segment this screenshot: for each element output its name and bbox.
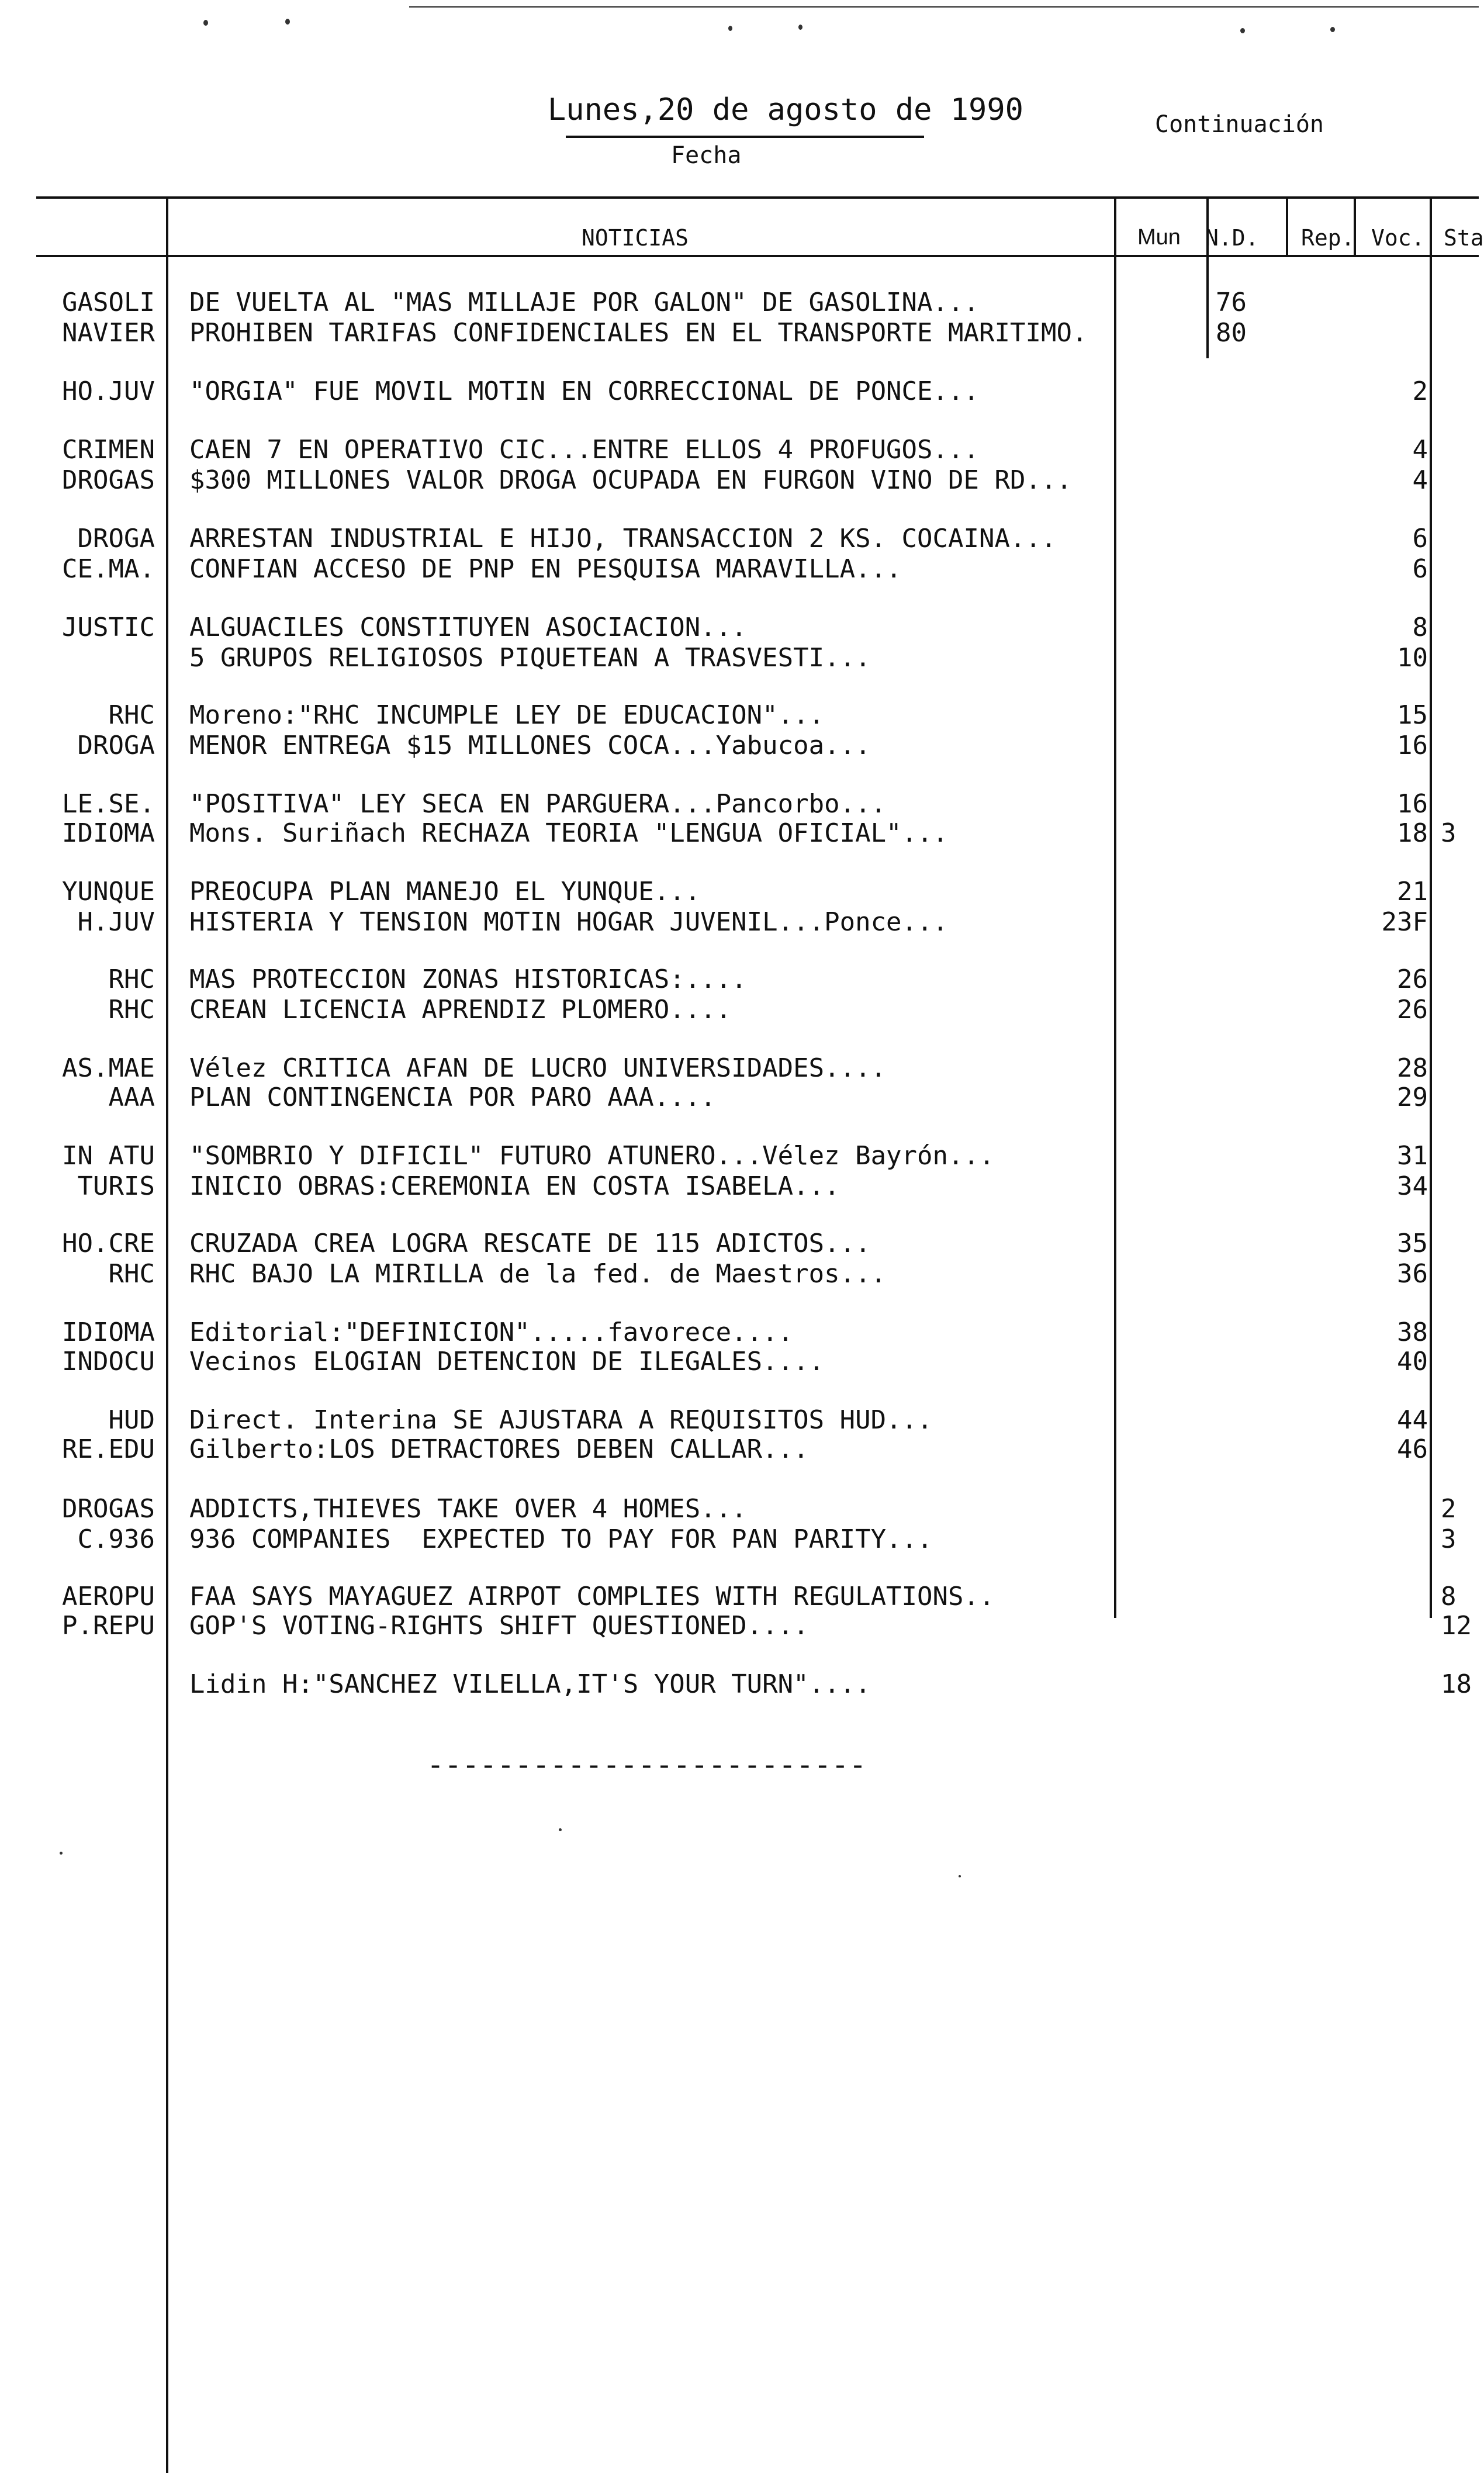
row-headline: CREAN LICENCIA APRENDIZ PLOMERO.... (189, 995, 732, 1025)
report-date: Lunes,20 de agosto de 1990 (548, 92, 1023, 127)
date-underline (566, 136, 924, 138)
row-code: RHC (108, 1259, 155, 1289)
row-voc-page: 6 (1412, 554, 1428, 584)
row-sta-page: 3 (1441, 818, 1457, 848)
row-headline: Editorial:"DEFINICION".....favorece.... (189, 1317, 794, 1347)
table-row (0, 285, 1479, 320)
row-code: HO.CRE (62, 1229, 155, 1258)
row-sta-page: 3 (1441, 1524, 1457, 1554)
row-code: AAA (108, 1082, 155, 1112)
table-row (0, 521, 1479, 556)
column-header-sta: Sta (1444, 225, 1484, 251)
row-code: INDOCU (62, 1347, 155, 1376)
row-headline: CRUZADA CREA LOGRA RESCATE DE 115 ADICTOS... (189, 1229, 871, 1258)
table-row (0, 1344, 1479, 1379)
table-row (0, 698, 1479, 733)
column-header-noticias: NOTICIAS (582, 225, 689, 251)
row-headline: MAS PROTECCION ZONAS HISTORICAS:.... (189, 964, 747, 994)
row-headline: MENOR ENTREGA $15 MILLONES COCA...Yabucoa... (189, 731, 871, 760)
scan-speck (285, 19, 290, 25)
column-header-rep: Rep. (1301, 225, 1355, 251)
row-code: TURIS (77, 1171, 155, 1201)
footer-separator: ------------------------- (427, 1748, 867, 1782)
row-voc-page: 29 (1397, 1082, 1428, 1112)
table-top-rule (36, 196, 1479, 199)
row-voc-page: 44 (1397, 1405, 1428, 1435)
scan-speck (559, 1828, 562, 1831)
row-code: CRIMEN (62, 435, 155, 465)
row-headline: PREOCUPA PLAN MANEJO EL YUNQUE... (189, 877, 701, 907)
row-code: AEROPU (62, 1582, 155, 1611)
row-voc-page: 4 (1412, 465, 1428, 495)
table-row (0, 1492, 1479, 1527)
row-code: CE.MA. (62, 554, 155, 584)
column-header-voc: Voc. (1371, 225, 1425, 251)
date-label: Fecha (671, 142, 742, 169)
row-nd-page: 80 (1216, 318, 1247, 348)
table-row (0, 1169, 1479, 1204)
row-code: HUD (108, 1405, 155, 1435)
row-code: JUSTIC (62, 613, 155, 642)
row-code: HO.JUV (62, 376, 155, 406)
row-code: IN ATU (62, 1141, 155, 1171)
row-voc-page: 34 (1397, 1171, 1428, 1201)
table-row (0, 552, 1479, 587)
row-voc-page: 2 (1412, 376, 1428, 406)
row-headline: $300 MILLONES VALOR DROGA OCUPADA EN FURGON VINO DE RD... (189, 465, 1072, 495)
row-voc-page: 35 (1397, 1229, 1428, 1258)
row-voc-page: 31 (1397, 1141, 1428, 1171)
table-row (0, 905, 1479, 940)
row-headline: INICIO OBRAS:CEREMONIA EN COSTA ISABELA... (189, 1171, 840, 1201)
column-header-mun: Mun (1137, 225, 1181, 250)
row-voc-page: 4 (1412, 435, 1428, 465)
row-code: GASOLI (62, 288, 155, 317)
table-row (0, 433, 1479, 468)
table-row (0, 1226, 1479, 1261)
row-code: LE.SE. (62, 789, 155, 819)
row-code: RHC (108, 964, 155, 994)
row-code: DROGAS (62, 465, 155, 495)
rep-column-divider (1286, 198, 1288, 256)
row-sta-page: 8 (1441, 1582, 1457, 1611)
row-code: C.936 (77, 1524, 155, 1554)
row-headline: "SOMBRIO Y DIFICIL" FUTURO ATUNERO...Vélez Bayrón... (189, 1141, 995, 1171)
scan-speck (798, 25, 802, 30)
scan-speck (959, 1875, 961, 1877)
row-voc-page: 8 (1412, 613, 1428, 642)
row-voc-page: 23F (1381, 907, 1428, 937)
row-voc-page: 26 (1397, 964, 1428, 994)
table-row (0, 610, 1479, 645)
row-voc-page: 28 (1397, 1053, 1428, 1083)
row-sta-page: 2 (1441, 1494, 1457, 1524)
row-code: H.JUV (77, 907, 155, 937)
row-headline: 5 GRUPOS RELIGIOSOS PIQUETEAN A TRASVESTI... (189, 643, 871, 673)
row-headline: ARRESTAN INDUSTRIAL E HIJO, TRANSACCION 2 KS. COCAINA... (189, 524, 1057, 554)
continuation-label: Continuación (1155, 111, 1324, 138)
row-voc-page: 6 (1412, 524, 1428, 554)
row-headline: Vélez CRITICA AFAN DE LUCRO UNIVERSIDADES.... (189, 1053, 887, 1083)
row-headline: PLAN CONTINGENCIA POR PARO AAA.... (189, 1082, 716, 1112)
table-row (0, 463, 1479, 498)
row-code: DROGA (77, 524, 155, 554)
row-code: YUNQUE (62, 877, 155, 907)
row-headline: HISTERIA Y TENSION MOTIN HOGAR JUVENIL...Ponce... (189, 907, 949, 937)
table-row (0, 316, 1479, 351)
row-code: IDIOMA (62, 818, 155, 848)
scan-speck (60, 1852, 63, 1855)
table-row (0, 1432, 1479, 1467)
table-row (0, 641, 1479, 676)
table-row (0, 1139, 1479, 1174)
row-sta-page: 18 (1441, 1669, 1472, 1699)
row-code: RE.EDU (62, 1434, 155, 1464)
table-row (0, 1522, 1479, 1557)
row-nd-page: 76 (1216, 288, 1247, 317)
row-voc-page: 16 (1397, 789, 1428, 819)
row-headline: 936 COMPANIES EXPECTED TO PAY FOR PAN PARITY... (189, 1524, 933, 1554)
table-row (0, 1257, 1479, 1292)
table-row (0, 1667, 1479, 1702)
row-code: RHC (108, 995, 155, 1025)
row-code: RHC (108, 700, 155, 730)
scan-speck (203, 20, 208, 26)
row-headline: Direct. Interina SE AJUSTARA A REQUISITOS HUD... (189, 1405, 933, 1435)
row-voc-page: 46 (1397, 1434, 1428, 1464)
row-code: IDIOMA (62, 1317, 155, 1347)
row-headline: DE VUELTA AL "MAS MILLAJE POR GALON" DE GASOLINA... (189, 288, 980, 317)
row-headline: "POSITIVA" LEY SECA EN PARGUERA...Pancorbo... (189, 789, 887, 819)
row-headline: Mons. Suriñach RECHAZA TEORIA "LENGUA OFICIAL"... (189, 818, 949, 848)
row-headline: ADDICTS,THIEVES TAKE OVER 4 HOMES... (189, 1494, 747, 1524)
row-headline: CONFIAN ACCESO DE PNP EN PESQUISA MARAVILLA... (189, 554, 902, 584)
row-voc-page: 21 (1397, 877, 1428, 907)
scan-edge (409, 6, 1479, 8)
row-headline: ALGUACILES CONSTITUYEN ASOCIACION... (189, 613, 747, 642)
scan-speck (1330, 27, 1335, 32)
table-row (0, 728, 1479, 763)
table-row (0, 374, 1479, 409)
table-row (0, 1609, 1479, 1644)
row-headline: Gilberto:LOS DETRACTORES DEBEN CALLAR... (189, 1434, 809, 1464)
row-code: DROGAS (62, 1494, 155, 1524)
row-voc-page: 15 (1397, 700, 1428, 730)
scan-speck (728, 26, 732, 31)
row-code: AS.MAE (62, 1053, 155, 1083)
table-row (0, 992, 1479, 1028)
table-row (0, 816, 1479, 851)
row-voc-page: 38 (1397, 1317, 1428, 1347)
row-voc-page: 36 (1397, 1259, 1428, 1289)
table-header-rule (36, 255, 1479, 257)
row-code: P.REPU (62, 1611, 155, 1641)
row-voc-page: 10 (1397, 643, 1428, 673)
row-code: DROGA (77, 731, 155, 760)
row-voc-page: 16 (1397, 731, 1428, 760)
row-headline: FAA SAYS MAYAGUEZ AIRPOT COMPLIES WITH REGULATIONS.. (189, 1582, 995, 1611)
row-headline: "ORGIA" FUE MOVIL MOTIN EN CORRECCIONAL DE PONCE... (189, 376, 980, 406)
row-headline: CAEN 7 EN OPERATIVO CIC...ENTRE ELLOS 4 PROFUGOS... (189, 435, 980, 465)
row-voc-page: 18 (1397, 818, 1428, 848)
row-headline: Vecinos ELOGIAN DETENCION DE ILEGALES.... (189, 1347, 825, 1376)
row-headline: Lidin H:"SANCHEZ VILELLA,IT'S YOUR TURN".... (189, 1669, 871, 1699)
row-voc-page: 40 (1397, 1347, 1428, 1376)
table-row (0, 1080, 1479, 1115)
row-voc-page: 26 (1397, 995, 1428, 1025)
row-headline: GOP'S VOTING-RIGHTS SHIFT QUESTIONED.... (189, 1611, 809, 1641)
row-headline: RHC BAJO LA MIRILLA de la fed. de Maestros... (189, 1259, 887, 1289)
table-row (0, 874, 1479, 909)
scan-speck (1240, 28, 1245, 33)
row-sta-page: 12 (1441, 1611, 1472, 1641)
row-code: NAVIER (62, 318, 155, 348)
column-header-nd: N.D. (1205, 225, 1259, 251)
row-headline: PROHIBEN TARIFAS CONFIDENCIALES EN EL TRANSPORTE MARITIMO. (189, 318, 1088, 348)
table-row (0, 962, 1479, 997)
row-headline: Moreno:"RHC INCUMPLE LEY DE EDUCACION"... (189, 700, 825, 730)
